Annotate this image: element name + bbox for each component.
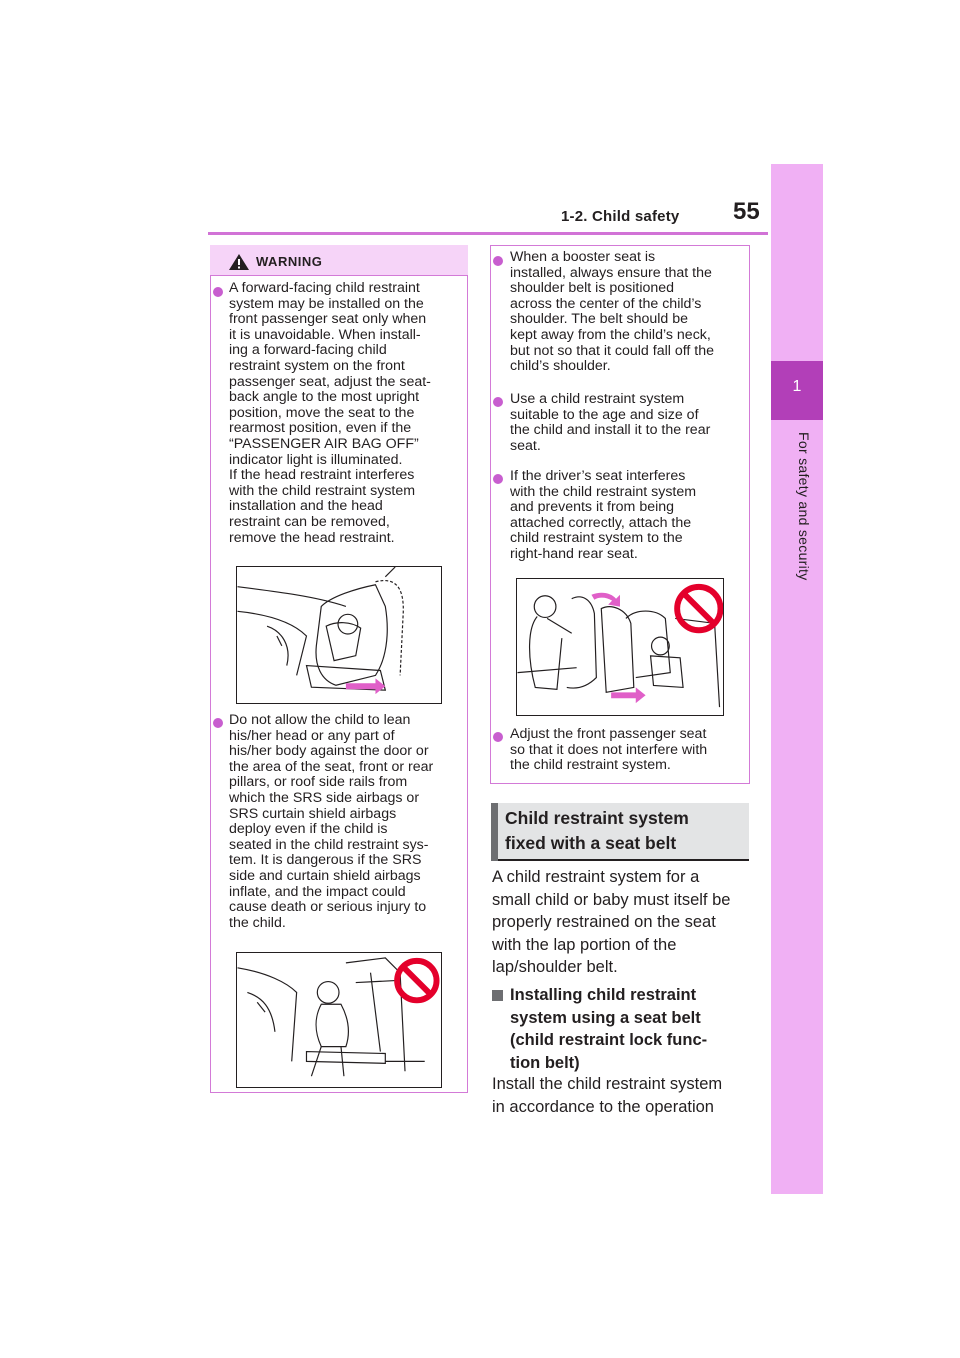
text-line: “PASSENGER AIR BAG OFF” xyxy=(229,435,419,452)
text-line: restraint can be removed, xyxy=(229,513,390,530)
text-line: installation and the head xyxy=(229,498,383,515)
text-line: small child or baby must itself be xyxy=(492,890,731,909)
text-line: properly restrained on the seat xyxy=(492,913,716,931)
text-line: When a booster seat is xyxy=(510,249,656,265)
text-line: Do not allow the child to lean xyxy=(229,712,411,728)
warning-bullet-2 xyxy=(229,713,433,931)
text-line: the child. xyxy=(229,914,286,931)
text-line: position, move the seat to the xyxy=(229,404,415,421)
text-line: attached correctly, attach the xyxy=(510,514,692,531)
text-line: across the center of the child’s xyxy=(510,295,702,312)
text-line: A forward-facing child restraint xyxy=(229,280,420,296)
warning-label: WARNING xyxy=(256,254,323,269)
text-line: pillars, or roof side rails from xyxy=(229,774,408,791)
text-line: and prevents it from being xyxy=(510,499,675,516)
text-line: cause death or serious injury to xyxy=(229,899,427,916)
prohibition-icon xyxy=(397,961,436,1000)
driver-seat-interference-illustration xyxy=(516,578,724,716)
text-line: back angle to the most upright xyxy=(229,389,420,406)
text-line: child restraint system to the xyxy=(510,530,683,547)
section-heading-bar xyxy=(491,803,498,861)
text-line: system may be installed on the xyxy=(229,295,424,312)
text-line: deploy even if the child is xyxy=(229,821,388,838)
subheading-marker-icon xyxy=(492,990,503,1001)
text-line: the child and install it to the rear xyxy=(510,422,711,439)
prohibition-icon xyxy=(677,587,720,630)
text-line: so that it does not interfere with xyxy=(510,741,708,758)
bullet-icon xyxy=(213,718,223,728)
bullet-icon xyxy=(493,397,503,407)
text-line: indicator light is illuminated. xyxy=(229,451,403,468)
text-line: but not so that it could fall off the xyxy=(510,342,715,359)
text-line: rearmost position, even if the xyxy=(229,420,412,437)
text-line: seated in the child restraint sys- xyxy=(229,836,429,853)
heading-line: tion belt) xyxy=(510,1053,580,1072)
chapter-number: 1 xyxy=(792,378,802,395)
text-line: shoulder. The belt should be xyxy=(510,311,689,328)
heading-line: fixed with a seat belt xyxy=(505,833,677,853)
section-intro xyxy=(492,866,730,979)
bullet-icon xyxy=(493,474,503,484)
child-leaning-illustration xyxy=(236,952,442,1088)
text-line: his/her head or any part of xyxy=(229,727,395,744)
chapter-title: For safety and security xyxy=(796,432,812,581)
heading-line: system using a seat belt xyxy=(510,1008,701,1027)
section-heading xyxy=(505,806,745,856)
subheading xyxy=(510,984,707,1074)
text-line: right-hand rear seat. xyxy=(510,545,638,562)
bullet-icon xyxy=(493,256,503,266)
forward-facing-seat-illustration xyxy=(236,566,442,704)
bullet-icon xyxy=(493,732,503,742)
text-line: the area of the seat, front or rear xyxy=(229,758,434,775)
text-line: lap/shoulder belt. xyxy=(492,958,618,976)
text-line: Install the child restraint system xyxy=(492,1075,723,1093)
heading-line: Installing child restraint xyxy=(510,986,697,1004)
text-line: child’s shoulder. xyxy=(510,358,611,375)
text-line: ing a forward-facing child xyxy=(229,342,387,359)
text-line: which the SRS side airbags or xyxy=(229,789,420,806)
text-line: seat. xyxy=(510,437,541,454)
text-line: restraint system on the front xyxy=(229,357,405,374)
text-line: passenger seat, adjust the seat- xyxy=(229,373,431,390)
warning-cont-bullet-2 xyxy=(510,392,710,454)
text-line: with the child restraint system xyxy=(510,483,697,500)
text-line: Adjust the front passenger seat xyxy=(510,726,707,742)
text-line: remove the head restraint. xyxy=(229,529,395,546)
warning-bullet-1 xyxy=(229,281,431,546)
chapter-strip xyxy=(771,164,823,1194)
page-number: 55 xyxy=(733,198,760,225)
text-line: it is unavoidable. When install- xyxy=(229,326,421,343)
text-line: A child restraint system for a xyxy=(492,868,700,886)
header-rule xyxy=(208,232,768,235)
text-line: shoulder belt is positioned xyxy=(510,280,675,297)
text-line: If the driver’s seat interferes xyxy=(510,468,686,484)
heading-line: Child restraint system xyxy=(505,808,689,828)
text-line: kept away from the child’s neck, xyxy=(510,326,711,343)
section-title: 1-2. Child safety xyxy=(561,208,680,225)
text-line: inflate, and the impact could xyxy=(229,883,406,900)
text-line: with the child restraint system xyxy=(229,482,416,499)
text-line: SRS curtain shield airbags xyxy=(229,805,397,822)
warning-cont-bullet-3 xyxy=(510,469,696,563)
text-line: with the lap portion of the xyxy=(492,935,677,954)
text-line: tem. It is dangerous if the SRS xyxy=(229,852,422,869)
bullet-icon xyxy=(213,287,223,297)
text-line: Use a child restraint system xyxy=(510,391,685,407)
text-line: installed, always ensure that the xyxy=(510,264,712,281)
text-line: If the head restraint interferes xyxy=(229,467,415,484)
warning-cont-bullet-4 xyxy=(510,727,707,774)
text-line: suitable to the age and size of xyxy=(510,406,699,423)
warning-icon xyxy=(228,253,250,271)
text-line: his/her body against the door or xyxy=(229,743,429,760)
heading-line: (child restraint lock func- xyxy=(510,1031,708,1050)
text-line: side and curtain shield airbags xyxy=(229,867,421,884)
warning-cont-bullet-1 xyxy=(510,250,714,375)
text-line: the child restraint system. xyxy=(510,757,671,774)
text-line: front passenger seat only when xyxy=(229,311,427,328)
text-line: in accordance to the operation xyxy=(492,1097,714,1116)
section-body xyxy=(492,1073,722,1118)
